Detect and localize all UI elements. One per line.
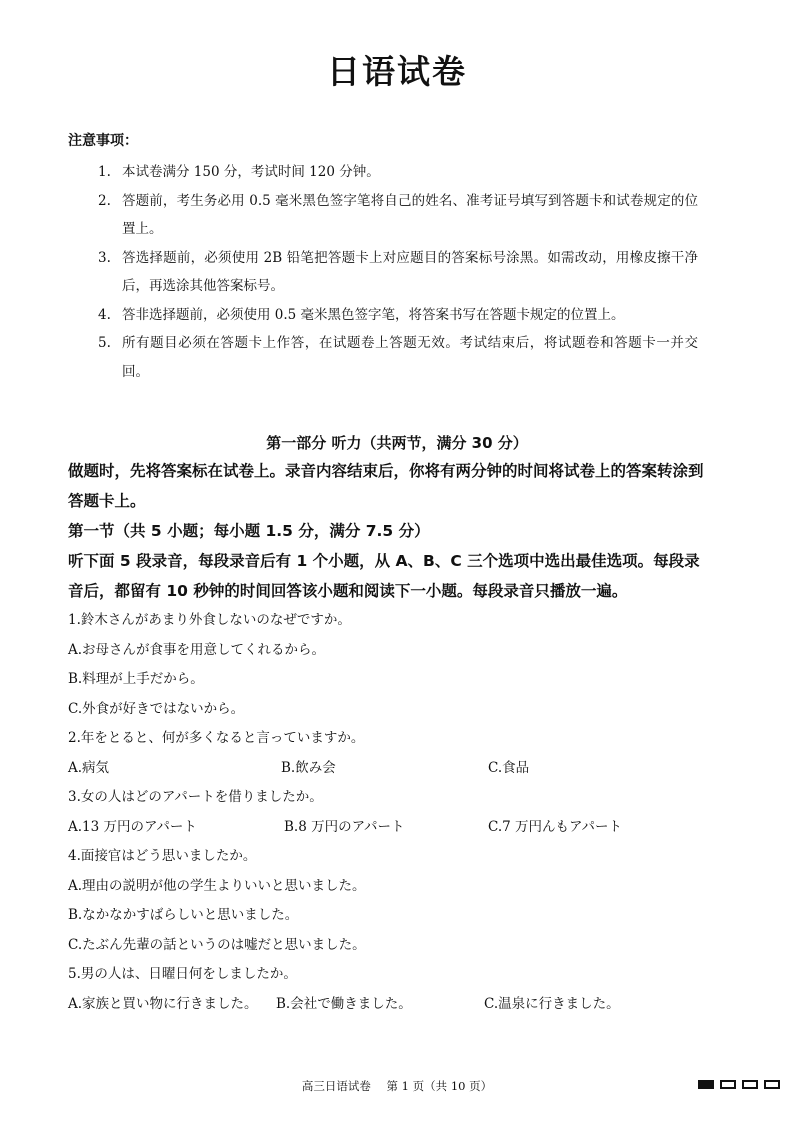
question-1-option-c: C.外食が好きではないから。	[68, 700, 245, 717]
question-2-option-a: A.病気	[68, 759, 110, 776]
page-footer	[0, 1078, 794, 1094]
notice-item-number: 5.	[98, 335, 111, 351]
notice-item-text: 本试卷满分 150 分，考试时间 120 分钟。	[122, 164, 380, 180]
question-5-stem: 5.男の人は、日曜日何をしましたか。	[68, 966, 297, 982]
part1-heading: 第一部分 听力（共两节，满分 30 分）	[266, 434, 528, 452]
question-1-stem: 1.鈴木さんがあまり外食しないのなぜですか。	[68, 612, 351, 628]
footer-exam-name: 高三日语试卷	[301, 1079, 371, 1093]
page-title: 日语试卷	[327, 52, 467, 91]
question-4-option-b: B.なかなかすばらしいと思いました。	[68, 907, 299, 923]
notice-list	[98, 158, 698, 386]
scan-mark-empty	[742, 1080, 758, 1089]
scan-mark-filled	[698, 1080, 714, 1089]
notice-item	[98, 329, 698, 386]
notice-item	[98, 244, 698, 301]
notice-item	[98, 187, 698, 244]
question-5-option-c: C.温泉に行きました。	[484, 995, 620, 1012]
section1-instruction: 听下面 5 段录音，每段录音后有 1 个小题，从 A、B、C 三个选项中选出最佳选项。每段录音后，都留有 10 秒钟的时间回答该小题和阅读下一小题。每段录音只播放一遍。	[68, 552, 700, 600]
notice-item-text: 答题前，考生务必用 0.5 毫米黑色签字笔将自己的姓名、准考证号填写到答题卡和试卷规定的位置上。	[122, 192, 698, 237]
question-2-stem: 2.年をとると、何が多くなると言っていますか。	[68, 730, 365, 746]
notice-heading: 注意事项：	[68, 133, 138, 149]
question-3-stem: 3.女の人はどのアパートを借りましたか。	[68, 789, 323, 805]
footer-page-number: 第 1 页（共 10 页）	[386, 1079, 493, 1093]
question-5-option-b: B.会社で働きました。	[276, 995, 412, 1012]
question-5-options	[68, 990, 688, 1020]
question-2-option-c: C.食品	[488, 759, 530, 776]
question-3-option-c: C.7 万円んもアパート	[488, 818, 622, 835]
question-5-option-a: A.家族と買い物に行きました。	[68, 995, 258, 1012]
section1-heading: 第一节（共 5 小题；每小题 1.5 分，满分 7.5 分）	[68, 522, 430, 540]
notice-item-number: 3.	[98, 249, 111, 266]
question-block	[68, 606, 688, 1019]
notice-item	[98, 301, 698, 330]
scan-mark-empty	[720, 1080, 736, 1089]
notice-item	[98, 158, 698, 187]
question-3-options	[68, 813, 688, 843]
question-1-option-a: A.お母さんが食事を用意してくれるから。	[68, 641, 326, 658]
notice-item-number: 2.	[98, 192, 111, 209]
question-4-option-a: A.理由の説明が他の学生よりいいと思いました。	[68, 877, 366, 894]
notice-item-number: 1.	[98, 164, 111, 180]
notice-item-number: 4.	[98, 306, 111, 323]
question-3-option-a: A.13 万円のアパート	[68, 818, 197, 835]
question-2-options	[68, 754, 688, 784]
notice-item-text: 所有题目必须在答题卡上作答，在试题卷上答题无效。考试结束后，将试题卷和答题卡一并交回。	[122, 335, 698, 380]
question-1-option-b: B.料理が上手だから。	[68, 671, 204, 687]
scan-marks	[698, 1080, 780, 1089]
scan-mark-empty	[764, 1080, 780, 1089]
part1-instruction: 做题时，先将答案标在试卷上。录音内容结束后，你将有两分钟的时间将试卷上的答案转涂到答题卡上。	[68, 462, 704, 510]
question-2-option-b: B.飲み会	[281, 759, 336, 776]
notice-item-text: 答非选择题前，必须使用 0.5 毫米黑色签字笔，将答案书写在答题卡规定的位置上。	[122, 306, 625, 323]
question-3-option-b: B.8 万円のアパート	[284, 818, 405, 835]
question-4-stem: 4.面接官はどう思いましたか。	[68, 848, 257, 864]
notice-item-text: 答选择题前，必须使用 2B 铅笔把答题卡上对应题目的答案标号涂黑。如需改动，用橡皮擦干净后，再选涂其他答案标号。	[122, 249, 698, 294]
question-4-option-c: C.たぶん先輩の話というのは嘘だと思いました。	[68, 936, 366, 953]
